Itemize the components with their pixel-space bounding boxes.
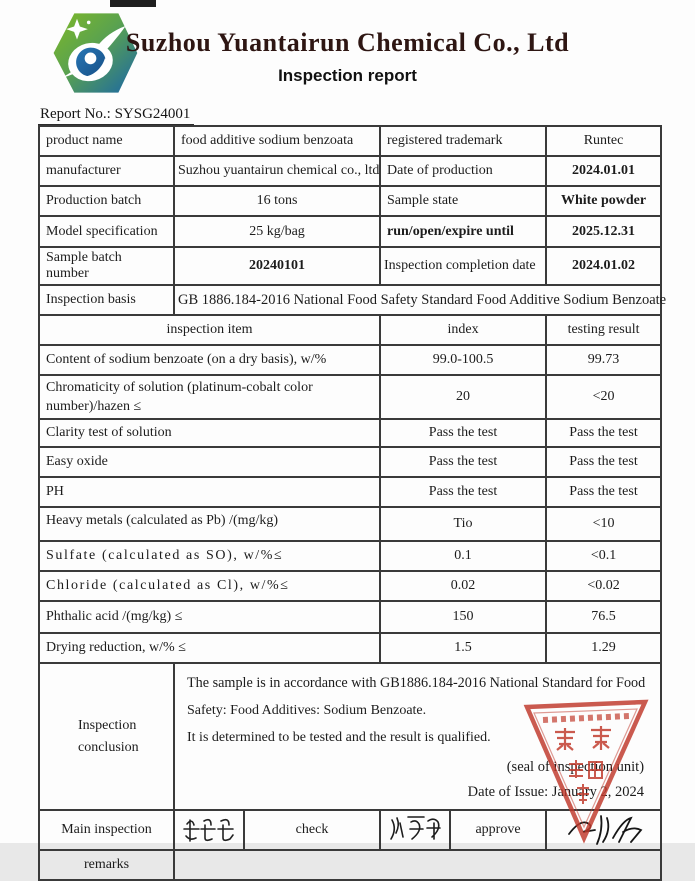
item-name-cell: Clarity test of solution — [39, 419, 380, 447]
expire-until-label: run/open/expire until — [380, 216, 546, 247]
sample-state-value: White powder — [546, 186, 661, 216]
manufacturer-value: Suzhou yuantairun chemical co., ltd — [174, 156, 380, 186]
check-signature — [380, 810, 450, 850]
date-of-issue: Date of Issue: January 2, 2024 — [467, 784, 645, 800]
main-inspection-signature — [174, 810, 244, 850]
report-type-subtitle: Inspection report — [278, 66, 417, 85]
item-name-cell: Heavy metals (calculated as Pb) /(mg/kg) — [39, 507, 380, 541]
result-cell: <10 — [546, 507, 661, 541]
check-label: check — [244, 810, 380, 850]
conclusion-line-1: The sample is in accordance with GB1886.184-2016 National Standard for Food — [187, 675, 646, 691]
result-cell: <20 — [546, 375, 661, 419]
item-name-cell: Easy oxide — [39, 447, 380, 477]
registered-trademark-value: Runtec — [546, 126, 661, 156]
index-cell: Pass the test — [380, 447, 546, 477]
production-batch-label: Production batch — [39, 186, 174, 216]
product-name-value: food additive sodium benzoata — [174, 126, 380, 156]
inspection-item-header: inspection item — [39, 315, 380, 345]
index-cell: Tio — [380, 507, 546, 541]
item-name-cell: Phthalic acid /(mg/kg) ≤ — [39, 601, 380, 633]
remarks-value-empty — [174, 850, 661, 880]
manufacturer-label: manufacturer — [39, 156, 174, 186]
conclusion-line-2: Safety: Food Additives: Sodium Benzoate. — [187, 703, 427, 718]
seal-of-inspection-unit-note: (seal of inspection unit) — [506, 759, 645, 775]
approve-label: approve — [450, 810, 546, 850]
inspection-basis-value: GB 1886.184-2016 National Food Safety Standard Food Additive Sodium Benzoate — [174, 285, 661, 315]
report-number: Report No.: SYSG24001 — [38, 106, 194, 125]
item-name-cell: PH — [39, 477, 380, 507]
result-cell: Pass the test — [546, 477, 661, 507]
index-cell: 0.02 — [380, 571, 546, 601]
index-cell: 0.1 — [380, 541, 546, 571]
item-name-cell: Sulfate (calculated as SO), w/%≤ — [39, 541, 380, 571]
index-cell: 99.0-100.5 — [380, 345, 546, 375]
index-cell: 20 — [380, 375, 546, 419]
remarks-label: remarks — [39, 850, 174, 880]
item-name-cell: Chromaticity of solution (platinum-cobalt color number)/hazen ≤ — [39, 375, 380, 419]
index-cell: 150 — [380, 601, 546, 633]
scan-artifact — [110, 0, 156, 7]
result-cell: <0.1 — [546, 541, 661, 571]
main-inspection-label: Main inspection — [39, 810, 174, 850]
production-batch-value: 16 tons — [174, 186, 380, 216]
date-of-production-label: Date of production — [380, 156, 546, 186]
item-name-cell: Drying reduction, w/% ≤ — [39, 633, 380, 663]
result-cell: Pass the test — [546, 447, 661, 477]
index-header: index — [380, 315, 546, 345]
product-name-label: product name — [39, 126, 174, 156]
registered-trademark-label: registered trademark — [380, 126, 546, 156]
index-cell: Pass the test — [380, 477, 546, 507]
model-specification-value: 25 kg/bag — [174, 216, 380, 247]
result-cell: 99.73 — [546, 345, 661, 375]
company-name-title: Suzhou Yuantairun Chemical Co., Ltd — [125, 28, 570, 57]
result-cell: Pass the test — [546, 419, 661, 447]
result-cell: 76.5 — [546, 601, 661, 633]
result-cell: <0.02 — [546, 571, 661, 601]
report-table — [38, 125, 667, 881]
inspection-basis-label: Inspection basis — [39, 285, 174, 315]
testing-result-header: testing result — [546, 315, 661, 345]
date-of-production-value: 2024.01.01 — [546, 156, 661, 186]
conclusion-line-3: It is determined to be tested and the result is qualified. — [187, 730, 491, 745]
result-cell: 1.29 — [546, 633, 661, 663]
item-name-cell: Content of sodium benzoate (on a dry basis), w/% — [39, 345, 380, 375]
sample-batch-number-label: Sample batch number — [39, 247, 174, 285]
inspection-conclusion-body — [174, 663, 661, 810]
inspection-completion-date-value: 2024.01.02 — [546, 247, 661, 285]
inspection-conclusion-label: Inspection conclusion — [39, 663, 174, 810]
model-specification-label: Model specification — [39, 216, 174, 247]
expire-until-value: 2025.12.31 — [546, 216, 661, 247]
sample-state-label: Sample state — [380, 186, 546, 216]
index-cell: 1.5 — [380, 633, 546, 663]
item-name-cell: Chloride (calculated as Cl), w/%≤ — [39, 571, 380, 601]
inspection-completion-date-label: Inspection completion date — [380, 247, 546, 285]
index-cell: Pass the test — [380, 419, 546, 447]
sample-batch-number-value: 20240101 — [174, 247, 380, 285]
approve-signature — [546, 810, 661, 850]
